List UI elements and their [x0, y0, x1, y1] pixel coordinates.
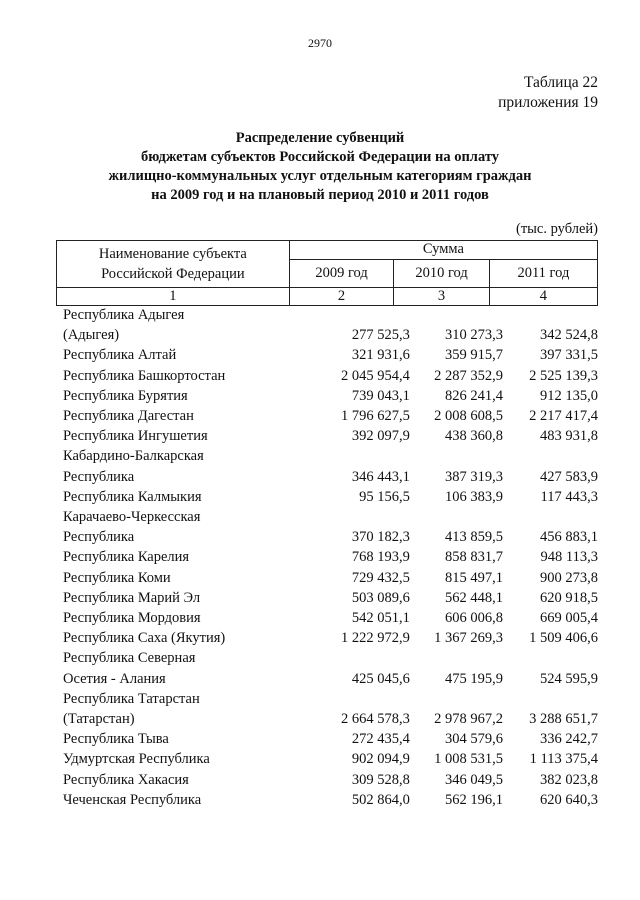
- subject-name-line-1: Республика Северная: [63, 650, 196, 667]
- subject-name-line-2: (Татарстан): [63, 711, 135, 728]
- value-2011: 1 509 406,6: [529, 630, 598, 647]
- title-line-2: бюджетам субъектов Российской Федерации на оплату: [140, 149, 499, 165]
- subject-name-line-2: Республика Калмыкия: [63, 488, 202, 505]
- table-body: [56, 305, 598, 810]
- subject-name: [56, 507, 255, 547]
- subject-name-line-2: Осетия - Алания: [63, 670, 166, 687]
- subject-name: [56, 386, 255, 406]
- value-2009: 309 528,8: [351, 771, 410, 788]
- value-2011: 1 113 375,4: [529, 751, 598, 768]
- subject-name: [56, 426, 255, 446]
- table-row: [56, 487, 598, 507]
- value-2010: 1 008 531,5: [434, 751, 503, 768]
- subject-name: [56, 790, 255, 810]
- value-2010: 2 008 608,5: [434, 408, 503, 425]
- title-line-3: жилищно-коммунальных услуг отдельным категориям граждан: [108, 168, 532, 184]
- col-number-2: 2: [289, 288, 394, 306]
- value-2010: 359 915,7: [444, 347, 503, 364]
- value-2009: 2 045 954,4: [340, 367, 410, 384]
- value-2009: 542 051,1: [351, 610, 410, 627]
- table-row: [56, 628, 598, 648]
- appendix-number: приложения 19: [498, 94, 598, 111]
- value-2009: 502 864,0: [351, 791, 410, 808]
- value-2010: 438 360,8: [444, 428, 503, 445]
- subject-name-line-2: Республика Мордовия: [63, 610, 201, 627]
- value-2011: 669 005,4: [540, 610, 598, 627]
- subject-name: [56, 568, 255, 588]
- col-number-3: 3: [394, 288, 489, 306]
- value-2011: 2 217 417,4: [529, 408, 598, 425]
- value-2011: 3 288 651,7: [529, 711, 598, 728]
- subject-name-line-1: Республика Татарстан: [63, 690, 200, 707]
- value-2011: 456 883,1: [540, 529, 598, 546]
- value-2010: 310 273,3: [444, 327, 503, 344]
- subject-name: [56, 648, 255, 688]
- value-2011: 382 023,8: [540, 771, 598, 788]
- subject-name-line-2: Республика: [63, 468, 135, 485]
- value-2009: 95 156,5: [359, 488, 410, 505]
- value-2010: 413 859,5: [444, 529, 503, 546]
- value-2011: 483 931,8: [540, 428, 598, 445]
- value-2009: 902 094,9: [351, 751, 410, 768]
- value-2011: 900 273,8: [540, 569, 598, 586]
- value-2010: 2 287 352,9: [434, 367, 503, 384]
- value-2009: 272 435,4: [351, 731, 410, 748]
- units-label: (тыс. рублей): [516, 221, 598, 237]
- table-row: [56, 305, 598, 345]
- subject-name-line-2: Республика Коми: [63, 569, 171, 586]
- page-number: 2970: [308, 36, 332, 50]
- title-line-4: на 2009 год и на плановый период 2010 и 2011 годов: [151, 187, 489, 203]
- header-sum-group: Сумма: [289, 241, 597, 260]
- subject-name-line-2: Республика Карелия: [63, 549, 190, 566]
- subject-name-line-1: Карачаево-Черкесская: [63, 509, 201, 526]
- subject-name-line-1: Республика Адыгея: [63, 307, 185, 323]
- header-subject-name: Наименование субъекта Российской Федерации: [57, 241, 290, 288]
- subject-name-line-2: Республика Башкортостан: [63, 367, 226, 384]
- value-2009: 392 097,9: [351, 428, 410, 445]
- value-2009: 1 222 972,9: [340, 630, 410, 647]
- table-row: [56, 345, 598, 365]
- subject-name-line-2: Чеченская Республика: [63, 791, 202, 808]
- value-2009: 370 182,3: [351, 529, 410, 546]
- table-row: [56, 386, 598, 406]
- value-2011: 397 331,5: [540, 347, 598, 364]
- col-number-4: 4: [489, 288, 597, 306]
- value-2011: 620 640,3: [540, 791, 598, 808]
- table-number: Таблица 22: [523, 74, 598, 91]
- value-2010: 562 196,1: [444, 791, 503, 808]
- table-row: [56, 689, 598, 729]
- subject-name-line-2: Республика Тыва: [63, 731, 169, 748]
- subject-name-line-2: Республика Бурятия: [63, 387, 188, 404]
- table-reference: [498, 73, 598, 113]
- value-2010: 815 497,1: [444, 569, 503, 586]
- subject-name-line-2: Республика: [63, 529, 135, 546]
- subject-name: [56, 628, 255, 648]
- value-2010: 826 241,4: [444, 387, 503, 404]
- title-line-1: Распределение субвенций: [235, 130, 405, 146]
- value-2010: 2 978 967,2: [434, 711, 503, 728]
- subject-name-line-2: Удмуртская Республика: [63, 751, 210, 768]
- value-2011: 427 583,9: [540, 468, 598, 485]
- subject-name-line-2: Республика Хакасия: [63, 771, 189, 788]
- value-2010: 606 006,8: [444, 610, 503, 627]
- table-row: [56, 749, 598, 769]
- value-2009: 729 432,5: [351, 569, 410, 586]
- value-2011: 948 113,3: [540, 549, 598, 566]
- value-2011: 117 443,3: [540, 488, 598, 505]
- table-row: [56, 770, 598, 790]
- table-row: [56, 648, 598, 688]
- table-row: [56, 568, 598, 588]
- table-header: [56, 240, 598, 306]
- value-2009: 346 443,1: [351, 468, 410, 485]
- value-2010: 858 831,7: [444, 549, 503, 566]
- subject-name: [56, 749, 255, 769]
- value-2010: 562 448,1: [444, 589, 503, 606]
- subject-name: [56, 770, 255, 790]
- subject-name: [56, 487, 255, 507]
- value-2010: 304 579,6: [444, 731, 503, 748]
- table-row: [56, 426, 598, 446]
- value-2009: 425 045,6: [351, 670, 410, 687]
- table-row: [56, 507, 598, 547]
- table-row: [56, 446, 598, 486]
- value-2009: 321 931,6: [351, 347, 410, 364]
- header-year-2010: 2010 год: [394, 259, 489, 287]
- header-year-2011: 2011 год: [489, 259, 597, 287]
- document-title: [0, 129, 640, 205]
- value-2009: 1 796 627,5: [340, 408, 410, 425]
- value-2011: 342 524,8: [540, 327, 598, 344]
- subject-name: [56, 689, 255, 729]
- value-2009: 503 089,6: [351, 589, 410, 606]
- table-row: [56, 406, 598, 426]
- value-2010: 387 319,3: [444, 468, 503, 485]
- subject-name: [56, 729, 255, 749]
- value-2010: 1 367 269,3: [434, 630, 503, 647]
- value-2009: 277 525,3: [351, 327, 410, 344]
- subject-name: [56, 446, 255, 486]
- subject-name: [56, 608, 255, 628]
- subject-name: [56, 547, 255, 567]
- col-number-1: 1: [57, 288, 290, 306]
- table-row: [56, 729, 598, 749]
- value-2011: 2 525 139,3: [529, 367, 598, 384]
- subject-name-line-2: Республика Ингушетия: [63, 428, 208, 445]
- subject-name: [56, 345, 255, 365]
- subject-name: [56, 588, 255, 608]
- value-2009: 768 193,9: [351, 549, 410, 566]
- subject-name-line-2: Республика Саха (Якутия): [63, 630, 226, 647]
- subject-name-line-1: Кабардино-Балкарская: [63, 448, 204, 465]
- table-row: [56, 790, 598, 810]
- value-2011: 620 918,5: [540, 589, 598, 606]
- value-2009: 2 664 578,3: [340, 711, 410, 728]
- table-row: [56, 547, 598, 567]
- table-row: [56, 366, 598, 386]
- subject-name-line-2: Республика Алтай: [63, 347, 177, 364]
- subject-name-line-2: Республика Марий Эл: [63, 589, 201, 606]
- subject-name-line-2: Республика Дагестан: [63, 408, 194, 425]
- value-2010: 475 195,9: [444, 670, 503, 687]
- subject-name-line-2: (Адыгея): [63, 327, 120, 344]
- value-2009: 739 043,1: [351, 387, 410, 404]
- table-row: [56, 588, 598, 608]
- subject-name: [56, 366, 255, 386]
- table-row: [56, 608, 598, 628]
- subject-name: [56, 406, 255, 426]
- value-2010: 346 049,5: [444, 771, 503, 788]
- value-2011: 336 242,7: [540, 731, 598, 748]
- header-year-2009: 2009 год: [289, 259, 394, 287]
- value-2010: 106 383,9: [444, 488, 503, 505]
- value-2011: 524 595,9: [540, 670, 598, 687]
- subject-name: [56, 305, 255, 345]
- value-2011: 912 135,0: [540, 387, 598, 404]
